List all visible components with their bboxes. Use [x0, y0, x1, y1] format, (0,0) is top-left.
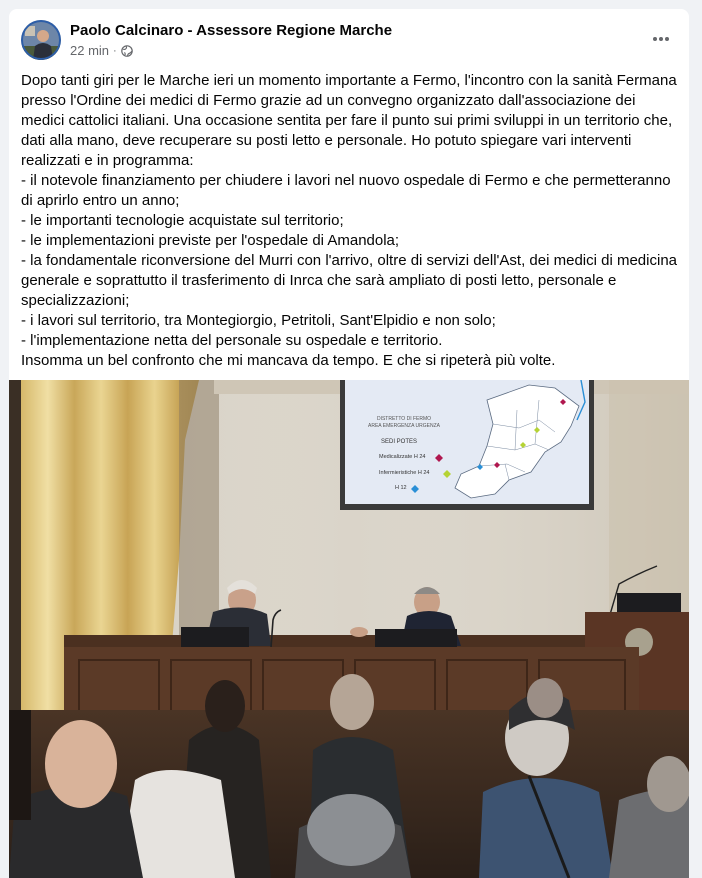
slide-legend-3: H 12: [395, 485, 407, 491]
globe-icon[interactable]: [121, 45, 133, 57]
slide-legend-1: Medicalizzate H 24: [379, 454, 426, 460]
more-options-icon: [652, 36, 670, 42]
post-time[interactable]: 22 min: [70, 43, 110, 58]
slide-legend-2: Infermieristiche H 24: [379, 470, 430, 476]
post-card: [9, 9, 689, 878]
author-avatar[interactable]: [21, 20, 61, 60]
post-photo[interactable]: [9, 380, 689, 878]
post-text: Dopo tanti giri per le Marche ieri un momento importante a Fermo, l'incontro con la sanità Fermana presso l'Ordine dei medici di Fermo grazie ad un convegno organizzato dall'associazione dei medici cattolici italiani. Una occasione sentita per fare il punto sui primi sviluppi in un territorio che, dati alla mano, deve recuperare su posti letto e personale. Ho potuto spiegare vari interventi realizzati e in programma: - il notevole finanziamento per chiudere i lavori nel nuovo ospedale di Fermo e che permetteranno di aprirlo entro un anno; - le importanti tecnologie acquistate sul territorio; - le implementazioni previste per l'ospedale di Amandola; - la fondamentale riconversione del Murri con l'arrivo, oltre di servizi dell'Ast, dei medici di medicina generale e soprattutto il trasferimento di Inrca che sarà ampliato di posti letto, personale e specializzazioni; - i lavori sul territorio, tra Montegiorgio, Petritoli, Sant'Elpidio e non solo; - l'implementazione netta del personale su ospedale e territorio. Insomma un bel confronto che mi mancava da tempo. E che si ripeterà più volte.: [21, 72, 678, 369]
post-meta: [70, 43, 133, 58]
slide-heading: SEDI POTES: [381, 439, 418, 445]
post-header: [9, 9, 689, 67]
conference-photo: [9, 380, 689, 878]
more-options-button[interactable]: [645, 23, 677, 55]
avatar-image: [21, 20, 61, 60]
slide-title-line1: DISTRETTO DI FERMO: [376, 416, 432, 422]
slide-title-line2: AREA EMERGENZA URGENZA: [368, 423, 440, 429]
meta-separator: ·: [113, 44, 117, 57]
author-name[interactable]: Paolo Calcinaro - Assessore Regione Marche: [70, 22, 393, 39]
